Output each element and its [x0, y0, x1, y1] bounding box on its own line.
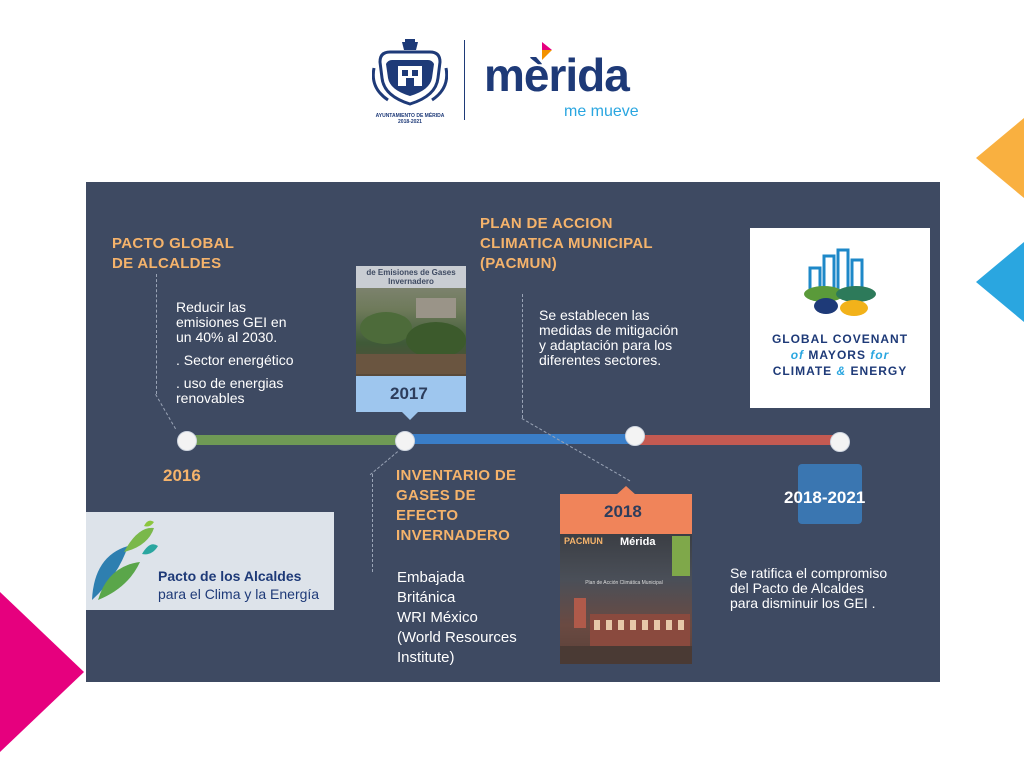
cover-accent: [672, 536, 690, 576]
covenant-line3: CLIMATE & ENERGY: [772, 364, 908, 378]
cover-brand: PACMUN: [564, 536, 603, 546]
seal-subtitle: AYUNTAMIENTO DE MÉRIDA: [375, 113, 445, 119]
year-2017: 2017: [390, 384, 428, 403]
covenant-city-icon: [800, 248, 880, 324]
pacto-logo-line2: para el Clima y la Energía: [158, 586, 320, 602]
year-2016: 2016: [163, 466, 201, 485]
cover-caption: Plan de Acción Climática Municipal: [585, 580, 663, 586]
inventario-title: INVENTARIO DE GASES DE EFECTO INVERNADERO: [396, 467, 517, 544]
timeline-segment-blue: [408, 434, 636, 444]
timeline-segment-red: [636, 435, 840, 445]
year-2018: 2018: [604, 502, 642, 521]
city-building-icon: [560, 590, 692, 664]
callout-pointer-up-icon: [616, 486, 636, 495]
brand-name: mèrida: [484, 49, 629, 101]
seal-years: 2018-2021: [398, 119, 422, 125]
timeline-panel: [86, 182, 940, 682]
pacto-title: PACTO GLOBAL DE ALCALDES: [112, 235, 235, 272]
leaves-icon: [88, 516, 158, 606]
plan-dashed-diagonal: [522, 418, 631, 481]
callout-pointer-icon: [400, 410, 420, 420]
pacto-description: Reducir las emisiones GEI en un 40% al 2030. . Sector energético . uso de energias renovables: [176, 299, 294, 406]
brand-tagline: me mueve: [564, 103, 639, 120]
plan-dashed-line: [522, 294, 523, 418]
year-2018-2021: 2018-2021: [784, 488, 866, 507]
timeline-node-2016: [177, 431, 197, 451]
pacto-logo-line1: Pacto de los Alcaldes: [158, 568, 302, 584]
orange-triangle-decoration: [974, 118, 1024, 198]
timeline-node-2021: [830, 432, 850, 452]
timeline-node-2018: [625, 426, 645, 446]
pacto-dashed-line: [156, 274, 157, 394]
pacmun-cover-image: [560, 534, 692, 664]
cover-city: Mérida: [620, 536, 656, 548]
covenant-description: Se ratifica el compromiso del Pacto de Alcaldes para disminuir los GEI .: [730, 565, 888, 611]
callout-2018: [560, 494, 692, 534]
timeline-segment-green: [188, 435, 408, 445]
inventario-cover-image: de Emisiones de Gases Invernadero: [356, 266, 466, 376]
timeline-node-2017: [395, 431, 415, 451]
header-divider: [464, 40, 465, 120]
pacto-alcaldes-logo: [86, 512, 334, 610]
blue-triangle-decoration: [974, 242, 1024, 322]
garden-photo-icon: [356, 288, 466, 374]
covenant-line1: GLOBAL COVENANT: [771, 332, 909, 346]
magenta-triangle-decoration: [0, 592, 86, 752]
covenant-line2: of MAYORS for: [790, 348, 890, 362]
inventario-dashed-line: [372, 474, 373, 572]
pacto-dashed-diagonal: [155, 394, 176, 429]
shield-icon: [372, 38, 448, 108]
global-covenant-logo: [750, 228, 930, 408]
plan-description: Se establecen las medidas de mitigación y adaptación para los diferentes sectores.: [539, 307, 679, 368]
callout-2017: [356, 376, 466, 412]
brand-logo: [484, 40, 664, 124]
inventario-description: Embajada Británica WRI México (World Resources Institute): [397, 569, 517, 666]
city-seal-logo: [372, 38, 448, 124]
plan-title: PLAN DE ACCION CLIMATICA MUNICIPAL (PACMUN): [480, 215, 653, 272]
inventario-dashed-diagonal: [370, 451, 398, 475]
